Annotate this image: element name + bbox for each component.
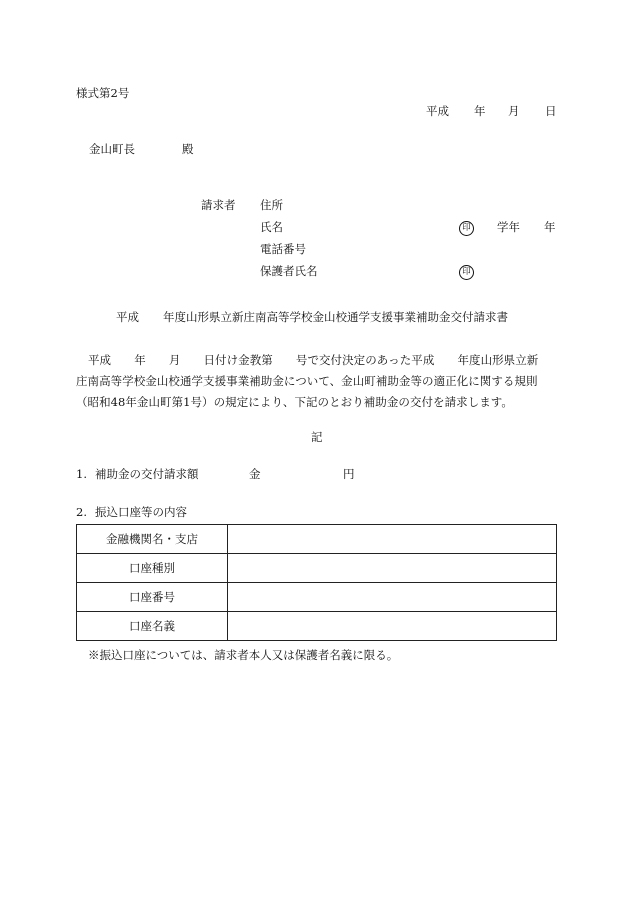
account-row-value xyxy=(228,554,557,583)
address-label: 住所 xyxy=(260,198,283,212)
date-month-unit: 月 xyxy=(508,104,520,118)
document-title: 年度山形県立新庄南高等学校金山校通学支援事業補助金交付請求書 xyxy=(163,310,508,324)
requester-label: 請求者 xyxy=(201,198,236,212)
section1-unit: 円 xyxy=(343,467,355,481)
table-row xyxy=(77,525,557,554)
guardian-label: 保護者氏名 xyxy=(260,264,318,278)
body-line-3: （昭和48年金山町第1号）の規定により、下記のとおり補助金の交付を請求します。 xyxy=(76,395,513,409)
grade-unit: 年 xyxy=(544,220,556,234)
account-row-value xyxy=(228,583,557,612)
seal-mark: 印 xyxy=(459,265,474,280)
account-row-label: 金融機関名・支店 xyxy=(77,525,228,554)
account-row-label: 口座種別 xyxy=(77,554,228,583)
account-row-value xyxy=(228,612,557,641)
name-seal-icon xyxy=(459,219,474,236)
form-number: 様式第2号 xyxy=(76,86,130,100)
addressee-honorific: 殿 xyxy=(182,142,194,156)
table-row xyxy=(77,612,557,641)
section2-label: 振込口座等の内容 xyxy=(95,505,187,519)
seal-mark: 印 xyxy=(459,221,474,236)
body-line-2: 庄南高等学校金山校通学支援事業補助金について、金山町補助金等の適正化に関する規則 xyxy=(76,374,538,388)
addressee-name: 金山町長 xyxy=(89,142,135,156)
name-label: 氏名 xyxy=(260,220,283,234)
phone-label: 電話番号 xyxy=(260,242,306,256)
section2-number: 2. xyxy=(76,505,87,519)
account-table xyxy=(76,524,557,641)
table-row xyxy=(77,583,557,612)
account-row-value xyxy=(228,525,557,554)
account-note: ※振込口座については、請求者本人又は保護者名義に限る。 xyxy=(88,648,399,662)
date-era: 平成 xyxy=(426,104,449,118)
table-row xyxy=(77,554,557,583)
title-era: 平成 xyxy=(116,310,139,324)
account-row-label: 口座番号 xyxy=(77,583,228,612)
ki-heading: 記 xyxy=(311,430,323,444)
account-row-label: 口座名義 xyxy=(77,612,228,641)
section1-number: 1. xyxy=(76,467,87,481)
guardian-seal-icon xyxy=(459,263,474,280)
grade-label: 学年 xyxy=(497,220,520,234)
date-day-unit: 日 xyxy=(545,104,557,118)
section1-currency: 金 xyxy=(249,467,261,481)
section1-label: 補助金の交付請求額 xyxy=(95,467,199,481)
date-year-unit: 年 xyxy=(474,104,486,118)
body-line-1: 平成 年 月 日付け金教第 号で交付決定のあった平成 年度山形県立新 xyxy=(88,353,539,367)
